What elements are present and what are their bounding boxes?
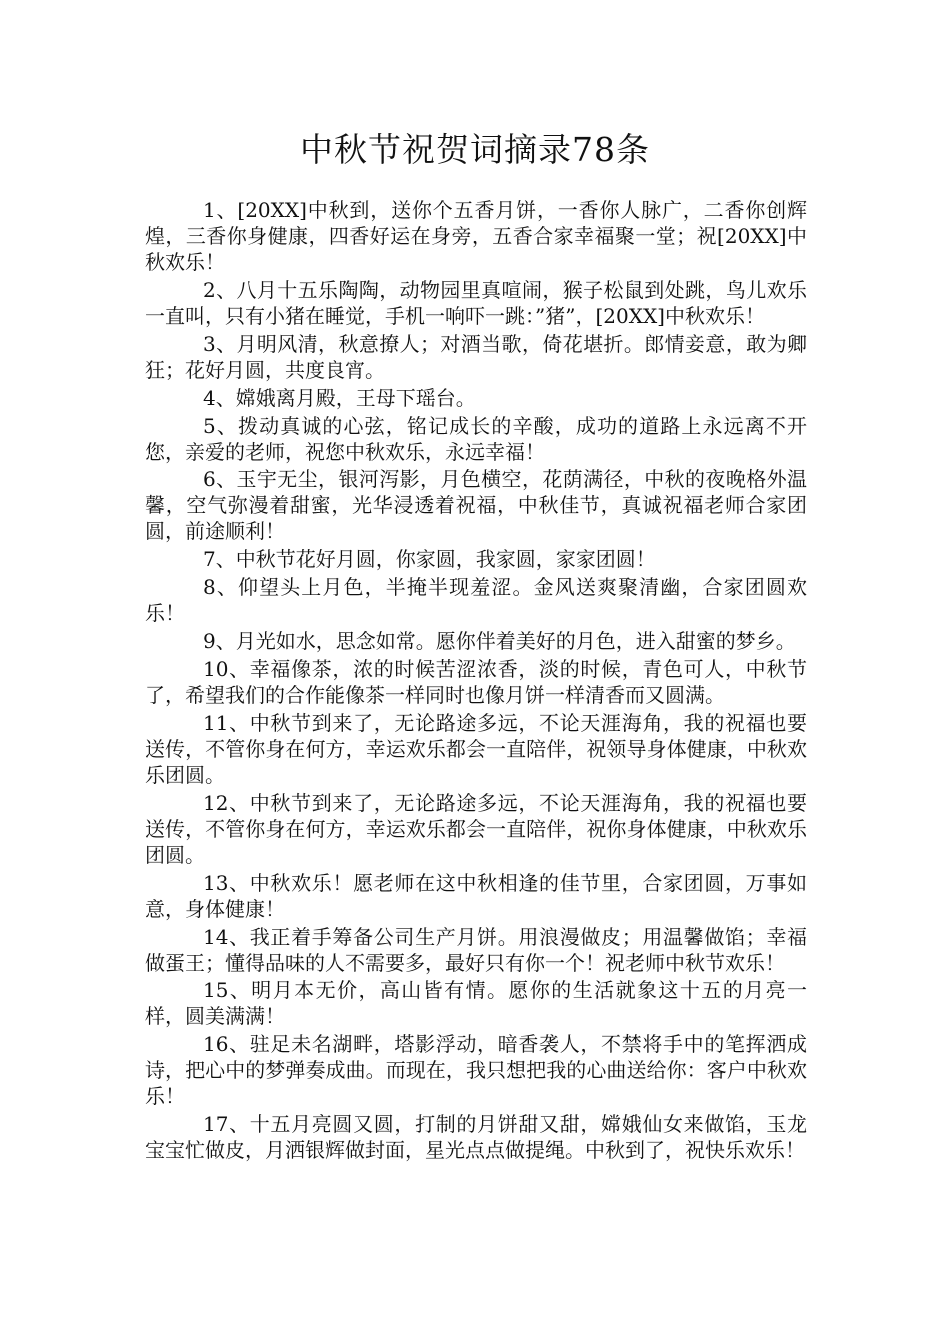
paragraph-17: 17、十五月亮圆又圆，打制的月饼甜又甜，嫦娥仙女来做馅，玉龙宝宝忙做皮，月洒银辉做封面，星光点点做提绳。中秋到了，祝快乐欢乐！ [145, 1112, 807, 1163]
paragraph-16: 16、驻足未名湖畔，塔影浮动，暗香袭人，不禁将手中的笔挥洒成诗，把心中的梦弹奏成曲。而现在，我只想把我的心曲送给你：客户中秋欢乐！ [145, 1032, 807, 1109]
paragraph-3: 3、月明风清，秋意撩人；对酒当歌，倚花堪折。郎情妾意，敢为卿狂；花好月圆，共度良宵。 [145, 331, 807, 382]
paragraph-4: 4、嫦娥离月殿，王母下瑶台。 [203, 385, 476, 410]
paragraph-9: 9、月光如水，思念如常。愿你伴着美好的月色，进入甜蜜的梦乡。 [203, 629, 796, 654]
paragraph-6: 6、玉宇无尘，银河泻影，月色横空，花荫满径，中秋的夜晚格外温馨，空气弥漫着甜蜜，光华浸透着祝福，中秋佳节，真诚祝福老师合家团圆，前途顺利！ [145, 467, 807, 544]
page-title: 中秋节祝贺词摘录78条 [300, 130, 650, 169]
paragraph-2: 2、八月十五乐陶陶，动物园里真喧闹，猴子松鼠到处跳，鸟儿欢乐一直叫，只有小猪在睡觉，手机一响吓一跳：”猪”，[20XX]中秋欢乐！ [145, 277, 807, 328]
paragraph-14: 14、我正着手筹备公司生产月饼。用浪漫做皮；用温馨做馅；幸福做蛋王；懂得品味的人不需要多，最好只有你一个！祝老师中秋节欢乐！ [145, 924, 807, 975]
paragraph-1: 1、[20XX]中秋到，送你个五香月饼，一香你人脉广，二香你创辉煌，三香你身健康，四香好运在身旁，五香合家幸福聚一堂；祝[20XX]中秋欢乐！ [145, 198, 807, 274]
paragraph-7: 7、中秋节花好月圆，你家圆，我家圆，家家团圆！ [203, 547, 656, 572]
paragraph-13: 13、中秋欢乐！愿老师在这中秋相逢的佳节里，合家团圆，万事如意，身体健康！ [145, 870, 807, 921]
document-body [145, 197, 807, 1165]
paragraph-15: 15、明月本无价，高山皆有情。愿你的生活就象这十五的月亮一样，圆美满满！ [145, 978, 807, 1029]
paragraph-12: 12、中秋节到来了，无论路途多远，不论天涯海角，我的祝福也要送传，不管你身在何方，幸运欢乐都会一直陪伴，祝你身体健康，中秋欢乐团圆。 [145, 790, 807, 867]
paragraph-5: 5、拨动真诚的心弦，铭记成长的辛酸，成功的道路上永远离不开您，亲爱的老师，祝您中秋欢乐，永远幸福！ [145, 413, 807, 464]
paragraph-11: 11、中秋节到来了，无论路途多远，不论天涯海角，我的祝福也要送传，不管你身在何方，幸运欢乐都会一直陪伴，祝领导身体健康，中秋欢乐团圆。 [145, 710, 807, 787]
paragraph-8: 8、仰望头上月色，半掩半现羞涩。金风送爽聚清幽，合家团圆欢乐！ [145, 575, 807, 626]
paragraph-10: 10、幸福像茶，浓的时候苦涩浓香，淡的时候，青色可人，中秋节了，希望我们的合作能像茶一样同时也像月饼一样清香而又圆满。 [145, 657, 807, 708]
